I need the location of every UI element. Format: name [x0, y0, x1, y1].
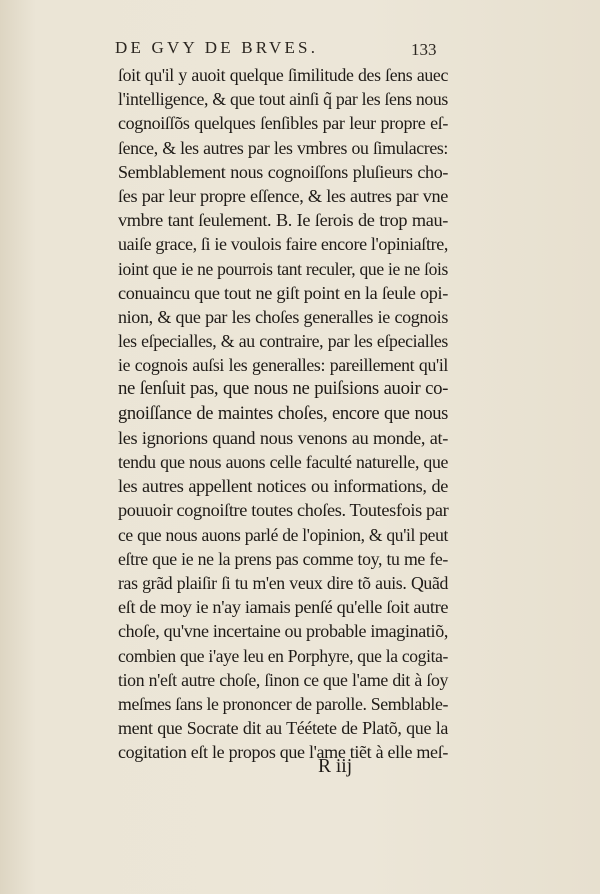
signature-mark: R iij — [318, 756, 353, 777]
text-line: choſe, qu'vne incertaine ou probable imaginatiõ, — [118, 621, 448, 642]
text-line: gnoiſſance de maintes choſes, encore que nous — [118, 403, 448, 424]
text-line: tion n'eſt autre choſe, ſinon ce que l'ame dit à ſoy — [118, 669, 448, 690]
text-line: cogitation eſt le propos que l'ame tiẽt à elle meſ- — [118, 742, 448, 763]
text-line: pouuoir cognoiſtre toutes choſes. Toutesfois par — [118, 500, 449, 521]
text-line: Semblablement nous cognoiſſons pluſieurs cho- — [118, 161, 448, 182]
text-line: ſence, & les autres par les vmbres ou ſimulacres: — [118, 137, 448, 158]
page-number: 133 — [411, 40, 437, 59]
running-head: DE GVY DE BRVES. — [115, 38, 319, 57]
text-line: vmbre tant ſeulement. B. Ie ſerois de trop mau- — [118, 210, 448, 231]
text-line: ioint que ie ne pourrois tant reculer, que ie ne ſois — [118, 258, 448, 279]
text-line: les ignorions quand nous venons au monde, at- — [118, 427, 448, 448]
text-line: les autres appellent notices ou informations, de — [118, 476, 448, 497]
text-line: conuaincu que tout ne giſt point en la ſeule opi- — [118, 282, 448, 303]
text-line: ment que Socrate dit au Téétete de Platõ, que la — [118, 718, 448, 739]
text-line: l'intelligence, & que tout ainſi q̃ par les ſens nous — [118, 89, 448, 110]
text-line: nion, & que par les choſes generalles ie cognois — [118, 306, 448, 327]
text-line: uaiſe grace, ſi ie voulois faire encore l'opiniaſtre, — [118, 234, 449, 255]
text-line: ſes par leur propre eſſence, & les autres par vne — [118, 185, 448, 206]
text-line: eſtre que ie ne la prens pas comme toy, tu me fe- — [118, 548, 448, 569]
text-line: ie cognois auſsi les generalles: pareillement qu'il — [118, 355, 448, 376]
text-line: meſmes ſans le prononcer de parolle. Semblable- — [118, 693, 449, 714]
text-line: combien que i'aye leu en Porphyre, que la cogita- — [118, 645, 448, 666]
text-line: cognoiſſõs quelques ſenſibles par leur propre eſ- — [118, 113, 448, 134]
text-line: tendu que nous auons celle faculté naturelle, que — [118, 452, 448, 472]
text-line: eſt de moy ie n'ay iamais penſé qu'elle ſoit autre — [118, 597, 449, 618]
text-line: les eſpecialles, & au contraire, par les eſpecialles — [118, 331, 448, 352]
text-line: ne ſenſuit pas, que nous ne puiſsions auoir co- — [118, 378, 448, 400]
text-line: ras grãd plaiſir ſi tu m'en veux dire tõ auis. Quãd — [118, 572, 448, 593]
text-line: ce que nous auons parlé de l'opinion, & qu'il peut — [118, 524, 448, 545]
text-line: ſoit qu'il y auoit quelque ſimilitude des ſens auec — [118, 65, 448, 85]
body-text — [118, 63, 448, 764]
